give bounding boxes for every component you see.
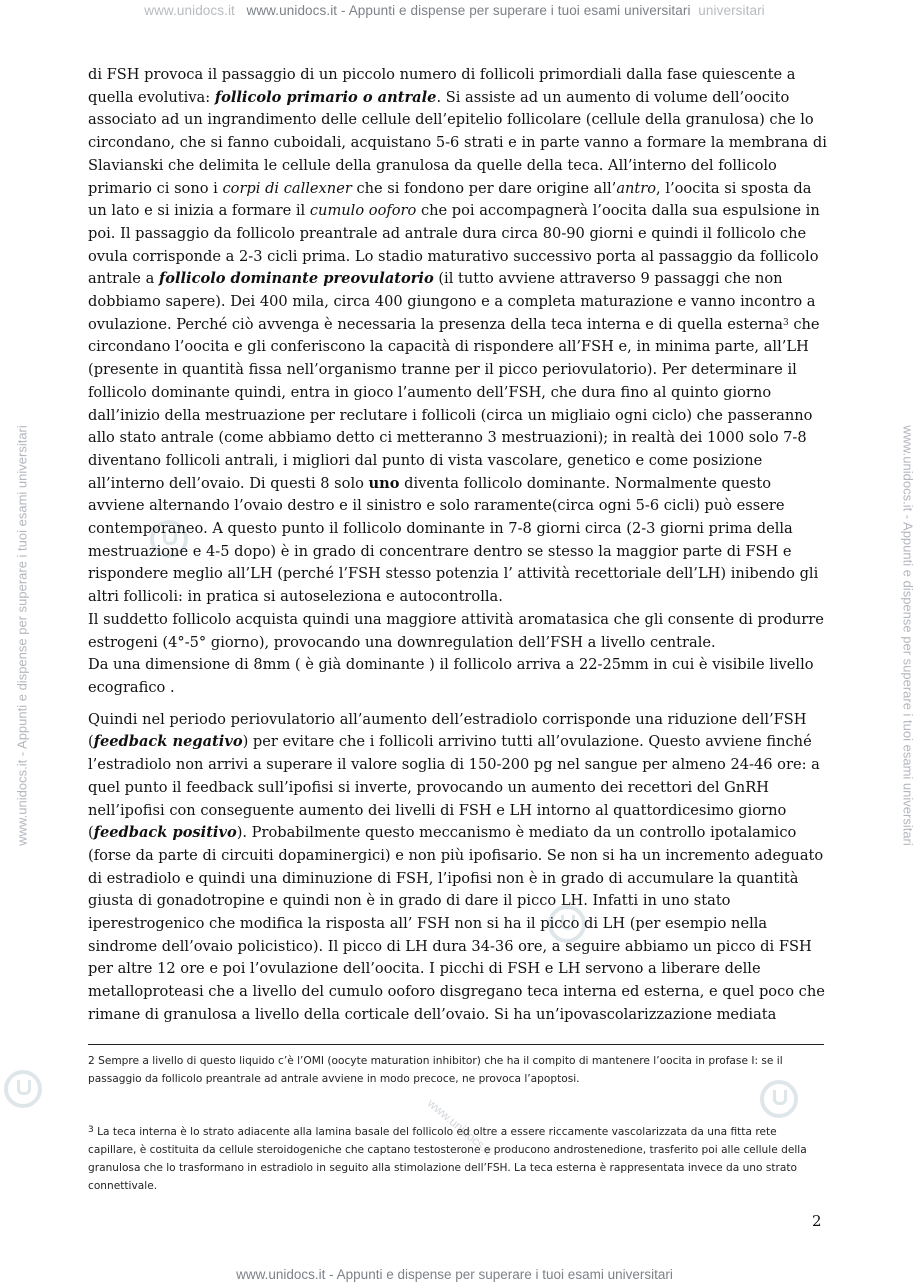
watermark-right: www.unidocs.it - Appunti e dispense per superare i tuoi esami universitari bbox=[900, 425, 916, 846]
watermark-left: www.unidocs.it - Appunti e dispense per superare i tuoi esami universitari bbox=[14, 425, 30, 846]
document-body bbox=[88, 64, 828, 1027]
footnote-2: 2 Sempre a livello di questo liquido c’è l’OMI (oocyte maturation inhibitor) che ha il compito di mantenere l’oocita in profase I: se il passaggio da follicolo preantrale ad antrale avviene in modo precoce, ne provoca l’apoptosi. bbox=[88, 1055, 783, 1085]
footnote-3: $^3$ La teca interna è lo strato adiacente alla lamina basale del follicolo ed oltre a essere riccamente vascolarizzata da una fitta rete capillare, è costituita da cellule steroidogeniche che captano testosterone e producono androstenedione, trasferito poi alle cellule della granulosa che lo trasformano in estradiolo in seguito alla stimolazione dell’FSH. La teca esterna è rappresentata invece da uno strato connettivale. bbox=[88, 1125, 807, 1192]
footnote-ref: 3 bbox=[782, 317, 789, 328]
watermark-diagonal: www.unidocs.it bbox=[424, 1096, 495, 1158]
watermark-bottom: www.unidocs.it - Appunti e dispense per superare i tuoi esami universitari bbox=[236, 1267, 673, 1282]
paragraph: di FSH provoca il passaggio di un piccolo numero di follicoli primordiali dalla fase quiescente a quella evolutiva: follicolo primario o antrale. Si assiste ad un aumento di volume dell’oocito associato ad un ingrandimento delle cellule dell’epitelio follicolare (cellule della granulosa) che lo circondano, che si fanno cuboidali, acquistano 5-6 strati e in parte vanno a formare la membrana di Slavianski che delimita le cellule della granulosa da quelle della teca. All’interno del follicolo primario ci sono i corpi di callexner che si fondono per dare origine all’antro, l’oocita si sposta da un lato e si inizia a formare il cumulo ooforo che poi accompagnerà l’oocita dalla sua espulsione in poi. Il passaggio da follicolo preantrale ad antrale dura circa 80-90 giorni e quindi il follicolo che ovula corrisponde a 2-3 cicli prima. Lo stadio maturativo successivo porta al passaggio da follicolo antrale a follicolo dominante preovulatorio (il tutto avviene attraverso 9 passaggi che non dobbiamo sapere). Dei 400 mila, circa 400 giungono e a completa maturazione e vanno incontro a ovulazione. Perché ciò avvenga è necessaria la presenza della teca interna e di quella esterna$^3$ che circondano l’oocita e gli conferiscono la capacità di rispondere all’FSH e, in minima parte, all’LH (presente in quantità fissa nell’organismo tranne per il picco periovulatorio). Per determinare il follicolo dominante quindi, entra in gioco l’aumento dell’FSH, che dura fino al quinto giorno dall’inizio della mestruazione per reclutare i follicoli (circa un migliaio ogni ciclo) che passeranno allo stato antrale (come abbiamo detto ci metteranno 3 mestruazioni); in realtà dei 1000 solo 7-8 diventano follicoli antrali, i migliori dal punto di vista vascolare, genetico e come posizione all’interno dell’ovaio. Di questi 8 solo uno diventa follicolo dominante. Normalmente questo avviene alternando l’ovaio destro e il sinistro e solo raramente(circa ogni 5-6 cicli) può essere contemporaneo. A questo punto il follicolo dominante in 7-8 giorni circa (2-3 giorni prima della mestruazione e 4-5 dopo) è in grado di concentrare dentro se stesso la maggior parte di FSH e rispondere meglio all’LH (perché l’FSH stesso potenzia l’ attività recettoriale dell’LH) inibendo gli altri follicoli: in pratica si autoseleziona e autocontrolla. bbox=[88, 66, 827, 606]
page-number: 2 bbox=[812, 1212, 822, 1230]
watermark-top: www.unidocs.it www.unidocs.it - Appunti e dispense per superare i tuoi esami universitari universitari bbox=[144, 3, 765, 18]
paragraph: Da una dimensione di 8mm ( è già dominante ) il follicolo arriva a 22-25mm in cui è visibile livello ecografico . bbox=[88, 656, 814, 696]
footnote-separator bbox=[88, 1044, 824, 1045]
paragraph: Quindi nel periodo periovulatorio all’aumento dell’estradiolo corrisponde una riduzione dell’FSH (feedback negativo) per evitare che i follicoli arrivino tutti all’ovulazione. Questo avviene finché l’estradiolo non arrivi a superare il valore soglia di 150-200 pg nel sangue per almeno 24-46 ore: a quel punto il feedback sull’ipofisi si inverte, provocando un aumento dei recettori del GnRH nell’ipofisi con conseguente aumento dei livelli di FSH e LH intorno al quattordicesimo giorno (feedback positivo). Probabilmente questo meccanismo è mediato da un controllo ipotalamico (forse da parte di circuiti dopaminergici) e non più ipofisario. Se non si ha un incremento adeguato di estradiolo e quindi una diminuzione di FSH, l’ipofisi non è in grado di accumulare la quantità giusta di gonadotropine e quindi non è in grado di dare il picco LH. Infatti in uno stato iperestrogenico che modifica la risposta all’ FSH non si ha il picco di LH (per esempio nella sindrome dell’ovaio policistico). Il picco di LH dura 34-36 ore, a seguire abbiamo un picco di FSH per altre 12 ore e poi l’ovulazione dell’oocita. I picchi di FSH e LH servono a liberare delle metalloproteasi che a livello del cumulo ooforo disgregano teca interna ed esterna, e quel poco che rimane di granulosa a livello della corticale dell’ovaio. Si ha un’ipovascolarizzazione mediata bbox=[88, 710, 825, 1023]
paragraph: Il suddetto follicolo acquista quindi una maggiore attività aromatasica che gli consente di produrre estrogeni (4°-5° giorno), provocando una downregulation dell’FSH a livello centrale. bbox=[88, 610, 824, 651]
watermark-logo-icon bbox=[4, 1070, 42, 1108]
